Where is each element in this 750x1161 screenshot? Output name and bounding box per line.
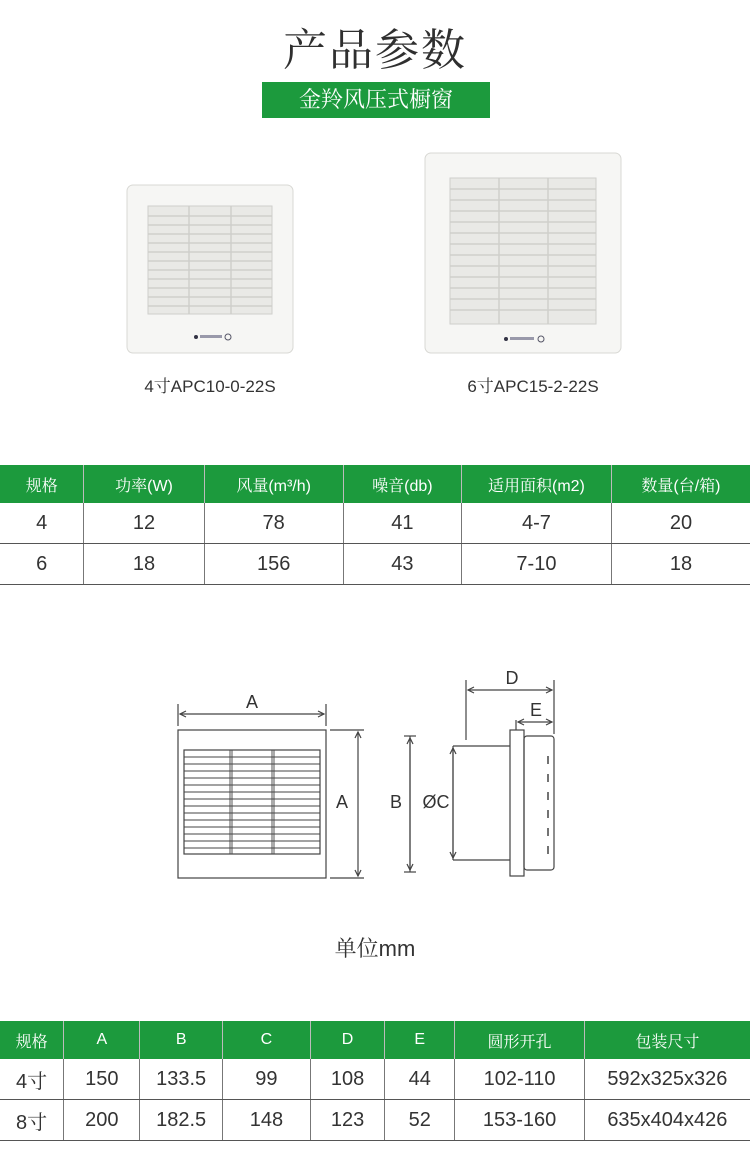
table-cell: 6	[0, 544, 84, 585]
table-cell: 153-160	[455, 1100, 584, 1141]
dim-label-e: E	[529, 700, 543, 720]
table-cell: 44	[385, 1059, 455, 1100]
size-table	[0, 1021, 750, 1141]
table-cell: 8寸	[0, 1100, 64, 1141]
dim-label-a-top: A	[245, 692, 259, 712]
table-cell: 133.5	[140, 1059, 222, 1100]
header-cell: D	[310, 1021, 384, 1059]
table-row	[0, 503, 750, 544]
header-cell: C	[222, 1021, 310, 1059]
dimension-diagram	[160, 660, 580, 890]
table-cell: 156	[204, 544, 343, 585]
table-cell: 78	[204, 503, 343, 544]
table-cell: 150	[64, 1059, 140, 1100]
table-cell: 99	[222, 1059, 310, 1100]
table-cell: 4寸	[0, 1059, 64, 1100]
header-cell: 噪音(db)	[343, 465, 461, 503]
product-caption-small: 4寸APC10-0-22S	[144, 377, 276, 396]
table-cell: 12	[84, 503, 204, 544]
table-cell: 102-110	[455, 1059, 584, 1100]
product-caption-large: 6寸APC15-2-22S	[467, 377, 599, 396]
table-cell: 20	[611, 503, 750, 544]
dim-label-a-side: A	[335, 792, 349, 812]
spec-table	[0, 465, 750, 585]
header-cell: 数量(台/箱)	[611, 465, 750, 503]
table-header-row	[0, 1021, 750, 1059]
table-cell: 148	[222, 1100, 310, 1141]
header-cell: B	[140, 1021, 222, 1059]
table-row	[0, 1100, 750, 1141]
table-cell: 123	[310, 1100, 384, 1141]
header-cell: 包装尺寸	[584, 1021, 750, 1059]
table-cell: 635x404x426	[584, 1100, 750, 1141]
table-cell: 592x325x326	[584, 1059, 750, 1100]
header-cell: E	[385, 1021, 455, 1059]
dim-label-d: D	[505, 668, 519, 688]
page-title: 产品参数	[283, 26, 467, 75]
header-cell: 规格	[0, 1021, 64, 1059]
table-cell: 52	[385, 1100, 455, 1141]
subtitle-banner: 金羚风压式橱窗	[262, 82, 490, 118]
header-cell: 功率(W)	[84, 465, 204, 503]
table-cell: 18	[84, 544, 204, 585]
table-cell: 7-10	[461, 544, 611, 585]
table-cell: 4-7	[461, 503, 611, 544]
table-cell: 108	[310, 1059, 384, 1100]
fan-product-image-large	[424, 152, 622, 354]
fan-product-image-small	[126, 184, 294, 354]
table-cell: 43	[343, 544, 461, 585]
table-header-row	[0, 465, 750, 503]
table-row	[0, 1059, 750, 1100]
header-cell: 圆形开孔	[455, 1021, 584, 1059]
table-row	[0, 544, 750, 585]
unit-label: 单位mm	[334, 936, 416, 961]
header-cell: 风量(m³/h)	[204, 465, 343, 503]
header-cell: A	[64, 1021, 140, 1059]
dim-label-b: B	[389, 792, 403, 812]
table-cell: 200	[64, 1100, 140, 1141]
dim-label-c: ØC	[422, 792, 450, 812]
table-cell: 4	[0, 503, 84, 544]
header-cell: 规格	[0, 465, 84, 503]
table-cell: 18	[611, 544, 750, 585]
table-cell: 182.5	[140, 1100, 222, 1141]
header-cell: 适用面积(m2)	[461, 465, 611, 503]
table-cell: 41	[343, 503, 461, 544]
